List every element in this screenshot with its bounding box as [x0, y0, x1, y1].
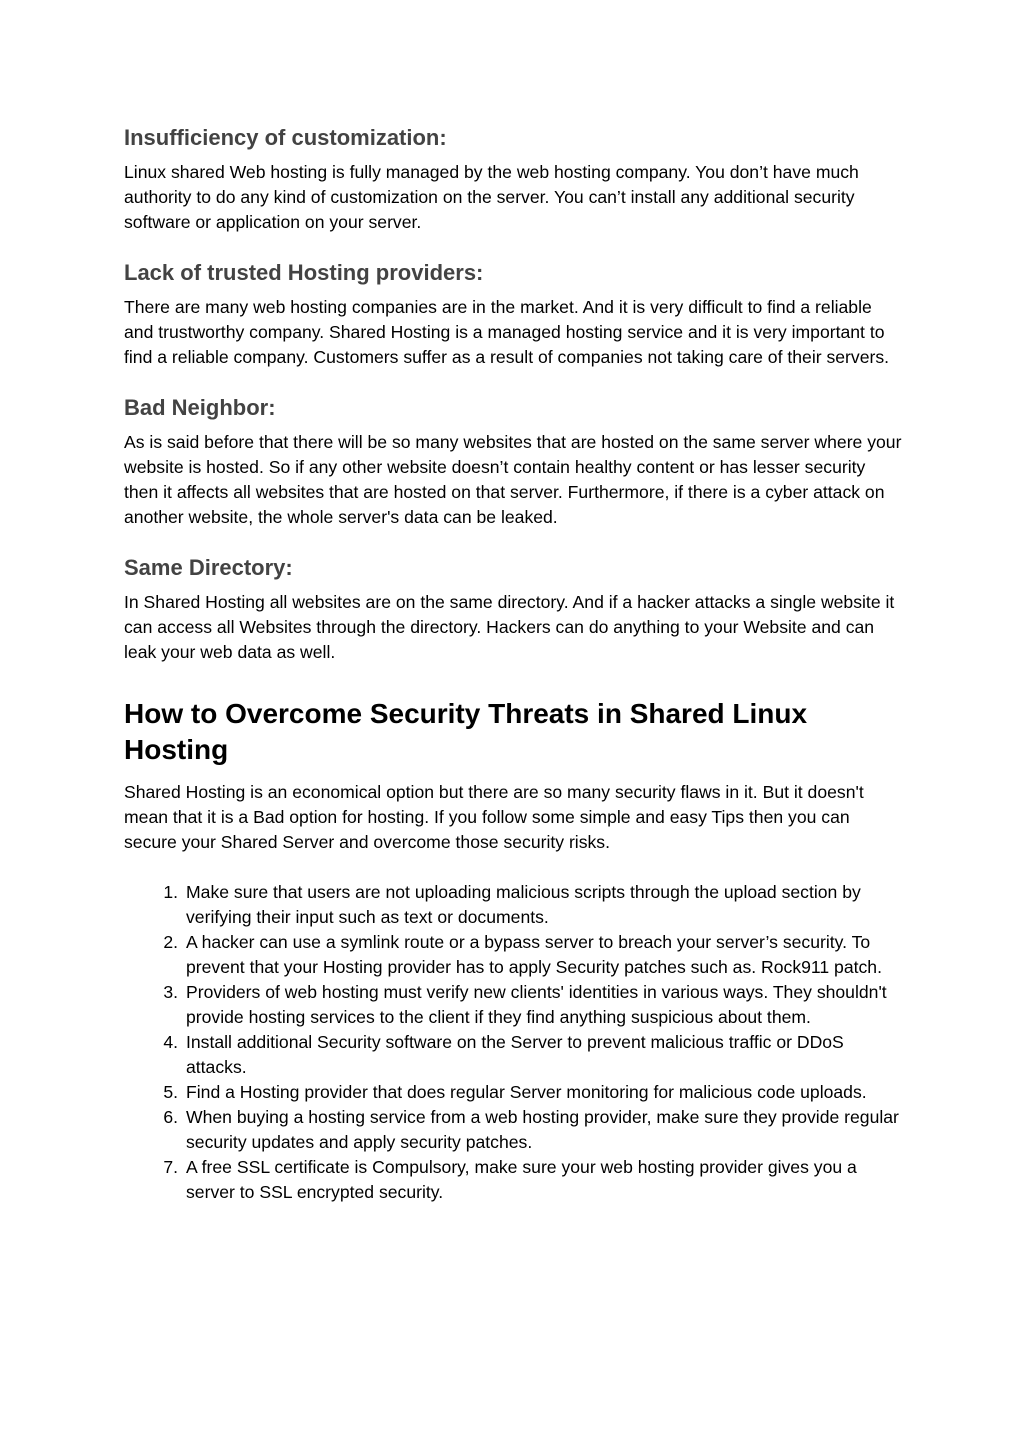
list-number: 1. [163, 882, 178, 902]
section-customization [124, 122, 904, 235]
list-text: A free SSL certificate is Compulsory, make sure your web hosting provider gives you a server to SSL encrypted security. [186, 1157, 857, 1202]
section-heading: Bad Neighbor: [124, 395, 276, 420]
list-number: 3. [163, 982, 178, 1002]
list-item [124, 930, 904, 980]
section-heading: Insufficiency of customization: [124, 125, 447, 150]
section-bad-neighbor [124, 392, 904, 530]
section-same-directory [124, 552, 904, 665]
list-text: A hacker can use a symlink route or a bypass server to breach your server’s security. To prevent that your Hosting provider has to apply Security patches such as. Rock911 patch. [186, 932, 882, 977]
list-text: Find a Hosting provider that does regular Server monitoring for malicious code uploads. [186, 1082, 867, 1102]
list-number: 4. [163, 1032, 178, 1052]
list-item [124, 1080, 904, 1105]
list-item [124, 980, 904, 1030]
list-number: 6. [163, 1107, 178, 1127]
document-page [124, 122, 904, 1205]
list-text: Make sure that users are not uploading malicious scripts through the upload section by verifying their input such as text or documents. [186, 882, 861, 927]
section-heading: Same Directory: [124, 555, 293, 580]
section-heading: Lack of trusted Hosting providers: [124, 260, 484, 285]
section-trusted-providers [124, 257, 904, 370]
section-body: There are many web hosting companies are in the market. And it is very difficult to find a reliable and trustworthy company. Shared Hosting is a managed hosting service and it is very important to find a reliable company. Customers suffer as a result of companies not taking care of their servers. [124, 297, 890, 367]
list-number: 2. [163, 932, 178, 952]
overcome-heading: How to Overcome Security Threats in Shared Linux Hosting [124, 698, 808, 765]
list-text: Providers of web hosting must verify new clients' identities in various ways. They shouldn't provide hosting services to the client if they find anything suspicious about them. [186, 982, 887, 1027]
overcome-intro: Shared Hosting is an economical option but there are so many security flaws in it. But it doesn't mean that it is a Bad option for hosting. If you follow some simple and easy Tips then you can secure your Shared Server and overcome those security risks. [124, 782, 864, 852]
list-item [124, 1105, 904, 1155]
list-number: 5. [163, 1082, 178, 1102]
section-body: As is said before that there will be so many websites that are hosted on the same server where your website is hosted. So if any other website doesn’t contain healthy content or has lesser security then it affects all websites that are hosted on that server. Furthermore, if there is a cyber attack on another website, the whole server's data can be leaked. [124, 432, 902, 527]
section-body: In Shared Hosting all websites are on the same directory. And if a hacker attacks a single website it can access all Websites through the directory. Hackers can do anything to your Website and can leak your web data as well. [124, 592, 895, 662]
list-item [124, 1155, 904, 1205]
section-body: Linux shared Web hosting is fully managed by the web hosting company. You don’t have much authority to do any kind of customization on the server. You can’t install any additional security software or application on your server. [124, 162, 859, 232]
list-number: 7. [163, 1157, 178, 1177]
list-text: When buying a hosting service from a web hosting provider, make sure they provide regular security updates and apply security patches. [186, 1107, 899, 1152]
list-item [124, 880, 904, 930]
list-item [124, 1030, 904, 1080]
list-text: Install additional Security software on the Server to prevent malicious traffic or DDoS attacks. [186, 1032, 844, 1077]
tips-list [124, 880, 904, 1205]
